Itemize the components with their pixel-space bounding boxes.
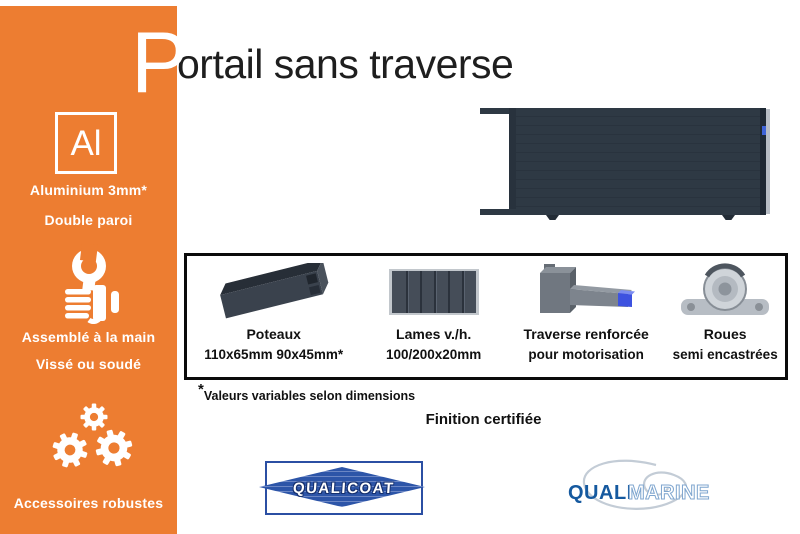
sidebar-label-double-paroi: Double paroi — [44, 212, 133, 228]
gate-end-cap — [766, 109, 770, 214]
gate-wheel-foot — [722, 215, 735, 220]
qualicoat-label: QUALICOAT — [292, 479, 396, 497]
slats-panel-icon — [388, 263, 480, 321]
footnote-text: Valeurs variables selon dimensions — [203, 389, 416, 403]
feature-detail: pour motorisation — [528, 346, 644, 362]
gate-panel — [516, 108, 766, 215]
gate-track-bottom — [480, 209, 518, 215]
post-profile-icon — [209, 263, 339, 321]
footnote — [198, 381, 415, 403]
al-badge-icon — [55, 112, 117, 174]
sidebar-label-assemble: Assemblé à la main — [21, 329, 156, 345]
feature-item-roues — [665, 256, 785, 377]
feature-label: Roues — [703, 326, 747, 342]
feature-item-lames — [360, 256, 507, 377]
qualimarine-bold-text: QUALI — [568, 482, 633, 504]
features-box — [184, 253, 788, 380]
gate-lock-handle — [762, 126, 766, 135]
sidebar-label-aluminium: Aluminium 3mm* — [29, 182, 148, 198]
reinforced-beam-icon — [530, 263, 642, 321]
wheel-icon — [679, 263, 771, 321]
qualimarine-logo — [552, 456, 730, 520]
page-title-initial: P — [131, 15, 189, 111]
wrench-hand-icon — [42, 244, 136, 324]
feature-detail: 100/200x20mm — [385, 346, 482, 362]
al-symbol: Al — [70, 123, 102, 163]
sidebar-label-visse: Vissé ou soudé — [35, 356, 142, 372]
qualimarine-outline-text: MARINE — [628, 482, 710, 504]
page-title: ortail sans traverse — [177, 41, 514, 87]
footnote-star: * — [198, 381, 204, 398]
feature-label: Lames v./h. — [396, 326, 472, 342]
feature-item-traverse — [507, 256, 665, 377]
feature-label: Traverse renforcée — [523, 326, 649, 342]
feature-detail: 110x65mm 90x45mm* — [204, 346, 344, 362]
gears-icon — [38, 398, 142, 482]
gate-rear-post — [509, 108, 516, 215]
feature-detail: semi encastrées — [672, 346, 778, 362]
certification-heading: Finition certifiée — [425, 411, 542, 428]
feature-label: Poteaux — [246, 326, 301, 342]
gate-wheel-foot — [546, 215, 559, 220]
sidebar-label-accessoires: Accessoires robustes — [13, 495, 164, 511]
feature-item-poteaux — [187, 256, 360, 377]
qualicoat-logo — [265, 461, 423, 515]
sliding-gate-illustration — [480, 103, 776, 223]
